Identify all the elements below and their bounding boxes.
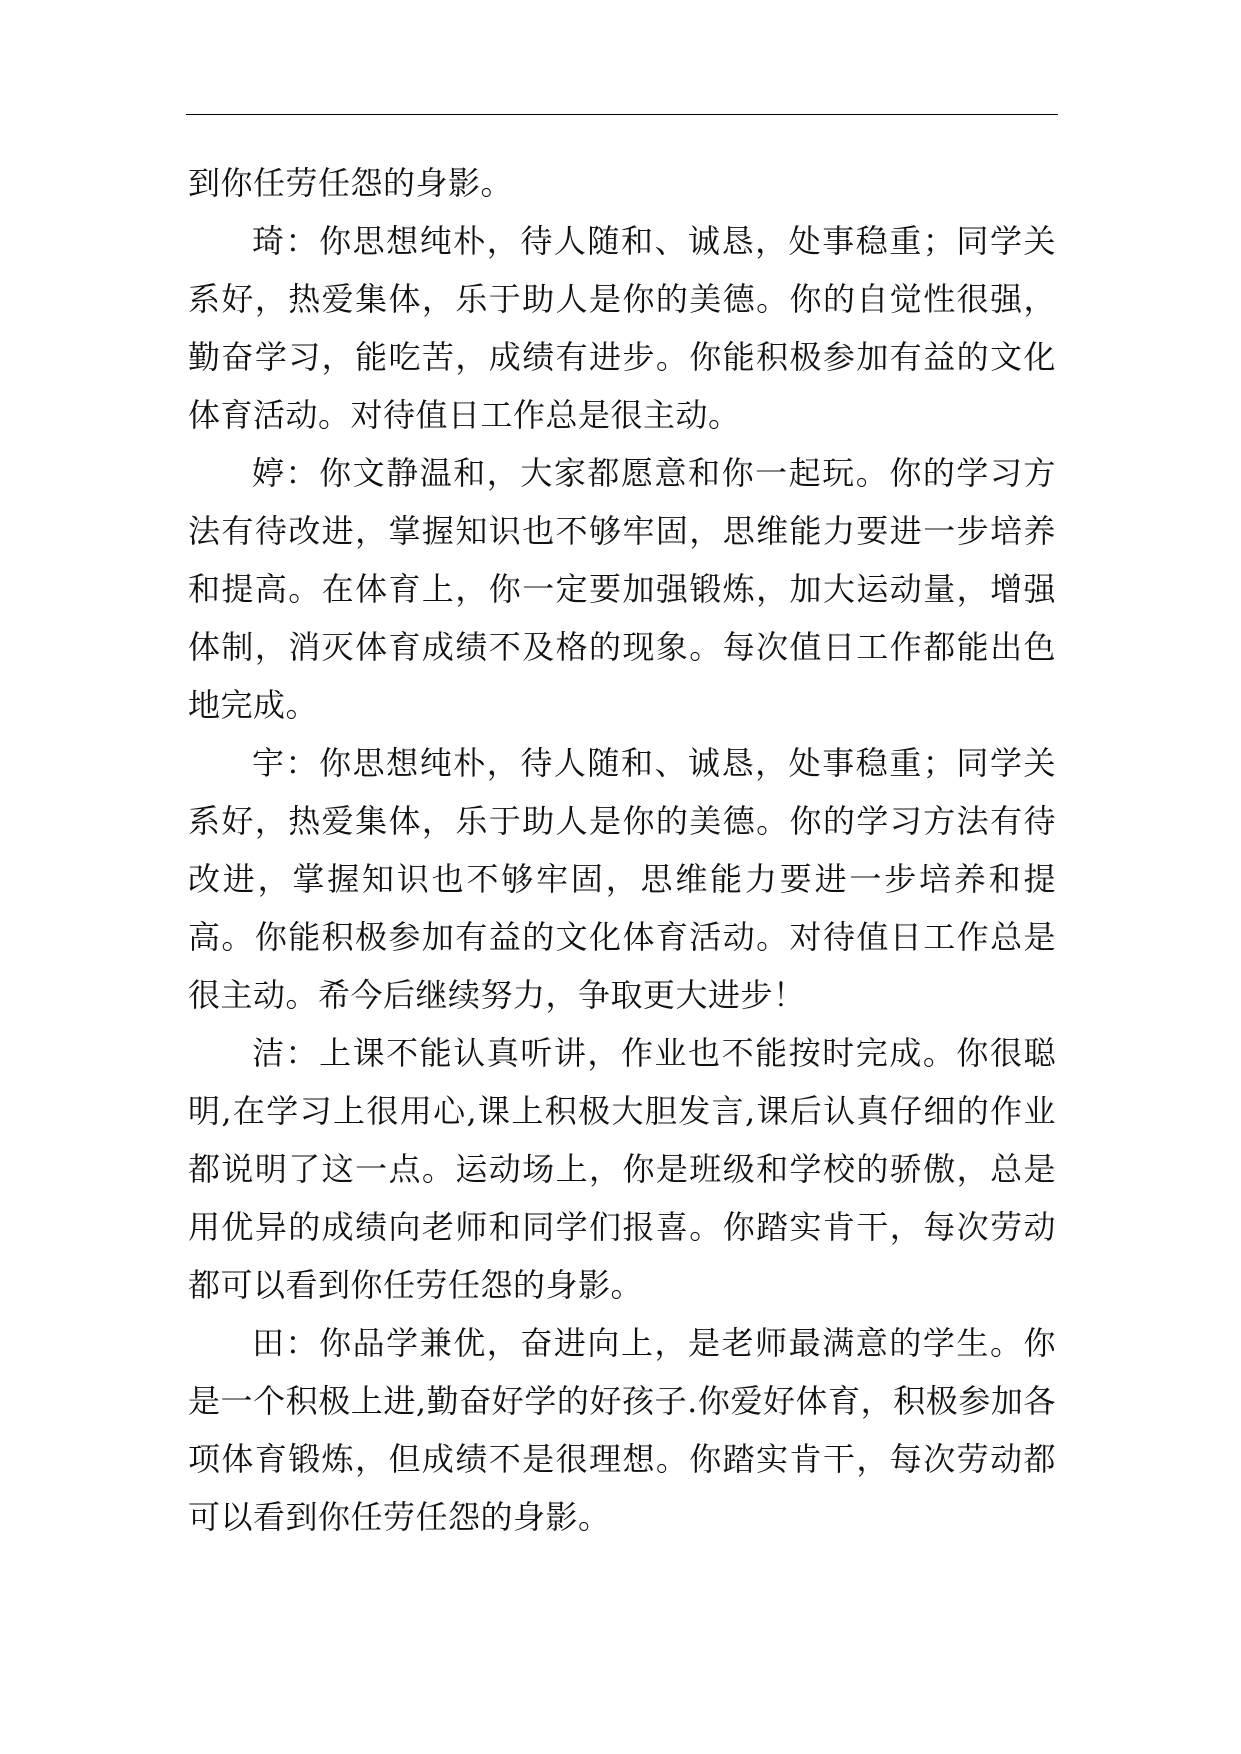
paragraph-ting: 婷：你文静温和，大家都愿意和你一起玩。你的学习方法有待改进，掌握知识也不够牢固，思维能力要进一步培养和提高。在体育上，你一定要加强锻炼，加大运动量，增强体制，消灭体育成绩不及格的现象。每次值日工作都能出色地完成。	[188, 454, 1056, 724]
paragraph-qi: 琦：你思想纯朴，待人随和、诚恳，处事稳重；同学关系好，热爱集体，乐于助人是你的美德。你的自觉性很强，勤奋学习，能吃苦，成绩有进步。你能积极参加有益的文化体育活动。对待值日工作总是很主动。	[188, 222, 1056, 434]
paragraph-continuation: 到你任劳任怨的身影。	[188, 164, 514, 202]
paragraph-tian: 田：你品学兼优，奋进向上，是老师最满意的学生。你是一个积极上进,勤奋好学的好孩子.你爱好体育，积极参加各项体育锻炼，但成绩不是很理想。你踏实肯干，每次劳动都可以看到你任劳任怨的身影。	[188, 1324, 1056, 1536]
paragraph-jie: 洁：上课不能认真听讲，作业也不能按时完成。你很聪明,在学习上很用心,课上积极大胆发言,课后认真仔细的作业都说明了这一点。运动场上，你是班级和学校的骄傲，总是用优异的成绩向老师和同学们报喜。你踏实肯干，每次劳动都可以看到你任劳任怨的身影。	[188, 1034, 1056, 1304]
document-body	[188, 154, 1056, 1546]
header-rule	[186, 114, 1058, 115]
paragraph-yu: 宇：你思想纯朴，待人随和、诚恳，处事稳重；同学关系好，热爱集体，乐于助人是你的美德。你的学习方法有待改进，掌握知识也不够牢固，思维能力要进一步培养和提高。你能积极参加有益的文化体育活动。对待值日工作总是很主动。希今后继续努力，争取更大进步！	[188, 744, 1056, 1014]
